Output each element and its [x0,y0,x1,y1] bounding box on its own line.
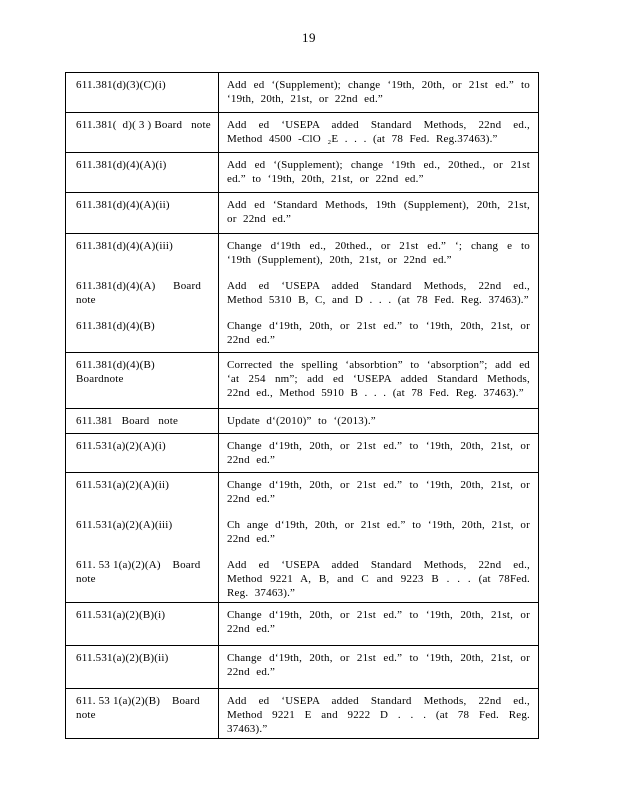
description-cell: Update d‘(2010)” to ‘(2013).” [227,415,376,427]
citation-cell: 611.381(d)(4)(A)(ii) [66,193,219,233]
table-entry [66,113,538,152]
table-row [66,689,538,738]
rule-amendments-table [65,72,539,739]
description-cell: Corrected the spelling ‘absorbtion” to ‘absorption”; add ed ‘at 254 nm”; add ed ‘USEPA added Standard Methods, 22nd ed., Method 5910 B . . . (at 78 Fed. Reg. 37463).” [227,359,530,399]
table-entry [66,274,538,314]
table-entry [66,409,538,433]
table-row [66,434,538,473]
citation-cell: 611.381(d)(4)(B) [66,314,219,352]
description-cell: Change d‘19th, 20th, or 21st ed.” to ‘19th, 20th, 21st, or 22nd ed.” [227,320,530,346]
table-entry [66,234,538,274]
citation-cell: 611.531(a)(2)(B)(ii) [66,646,219,688]
table-row [66,409,538,434]
description-cell: Add ed ‘(Supplement); change ‘19th ed., 20thed., or 21st ed.” to ‘19th, 20th, 21st, or 22nd ed.” [227,159,530,185]
citation-cell: 611.381 Board note [66,409,219,433]
table-entry [66,353,538,408]
description-cell: Change d‘19th ed., 20thed., or 21st ed.” ‘; chang e to ‘19th (Supplement), 20th, 21st, or 22nd ed.” [227,240,530,266]
table-row [66,603,538,646]
citation-cell: 611. 53 1(a)(2)(A) Board note [66,553,219,602]
description-cell: Add ed ‘USEPA added Standard Methods, 22nd ed., Method 9221 A, B, and C and 9223 B . . . (at 78Fed. Reg. 37463).” [227,559,530,599]
table-entry [66,153,538,192]
citation-cell: 611.531(a)(2)(A)(i) [66,434,219,472]
table-entry [66,513,538,553]
table-entry [66,553,538,602]
table-row [66,113,538,153]
citation-cell: 611.381(d)(3)(C)(i) [66,73,219,112]
table-entry [66,603,538,645]
description-cell: Add ed ‘USEPA added Standard Methods, 22nd ed., Method 5310 B, C, and D . . . (at 78 Fed. Reg. 37463).” [227,280,530,306]
citation-cell: 611.531(a)(2)(A)(ii) [66,473,219,513]
table-row [66,193,538,234]
description-cell: Add ed ‘USEPA added Standard Methods, 22nd ed., Method 4500 -ClO ₂E . . . (at 78 Fed. Reg.37463).” [227,119,530,145]
description-cell: Add ed ‘Standard Methods, 19th (Supplement), 20th, 21st, or 22nd ed.” [227,199,530,225]
table-entry [66,434,538,472]
description-cell: Change d‘19th, 20th, or 21st ed.” to ‘19th, 20th, 21st, or 22nd ed.” [227,440,530,466]
table-entry [66,314,538,352]
table-row [66,153,538,193]
citation-cell: 611.381(d)(4)(A)(i) [66,153,219,192]
table-row [66,234,538,353]
citation-cell: 611.381( d)( 3 ) Board note [66,113,219,152]
citation-cell: 611.531(a)(2)(B)(i) [66,603,219,645]
table-row [66,473,538,603]
table-entry [66,193,538,233]
page-number: 19 [302,30,316,45]
description-cell: Add ed ‘USEPA added Standard Methods, 22nd ed., Method 9221 E and 9222 D . . . (at 78 Fed. Reg. 37463).” [227,695,530,735]
table-entry [66,646,538,688]
table-row [66,646,538,689]
table-entry [66,689,538,738]
citation-cell: 611.381(d)(4)(A) Board note [66,274,219,314]
citation-cell: 611. 53 1(a)(2)(B) Board note [66,689,219,738]
table-row [66,353,538,409]
citation-cell: 611.381(d)(4)(A)(iii) [66,234,219,274]
description-cell: Change d‘19th, 20th, or 21st ed.” to ‘19th, 20th, 21st, or 22nd ed.” [227,652,530,678]
table-entry [66,473,538,513]
citation-cell: 611.531(a)(2)(A)(iii) [66,513,219,553]
description-cell: Ch ange d‘19th, 20th, or 21st ed.” to ‘19th, 20th, 21st, or 22nd ed.” [227,519,530,545]
description-cell: Change d‘19th, 20th, or 21st ed.” to ‘19th, 20th, 21st, or 22nd ed.” [227,609,530,635]
description-cell: Change d‘19th, 20th, or 21st ed.” to ‘19th, 20th, 21st, or 22nd ed.” [227,479,530,505]
table-row [66,73,538,113]
citation-cell: 611.381(d)(4)(B) Boardnote [66,353,219,408]
description-cell: Add ed ‘(Supplement); change ‘19th, 20th, or 21st ed.” to ‘19th, 20th, 21st, or 22nd ed.” [227,79,530,105]
table-entry [66,73,538,112]
